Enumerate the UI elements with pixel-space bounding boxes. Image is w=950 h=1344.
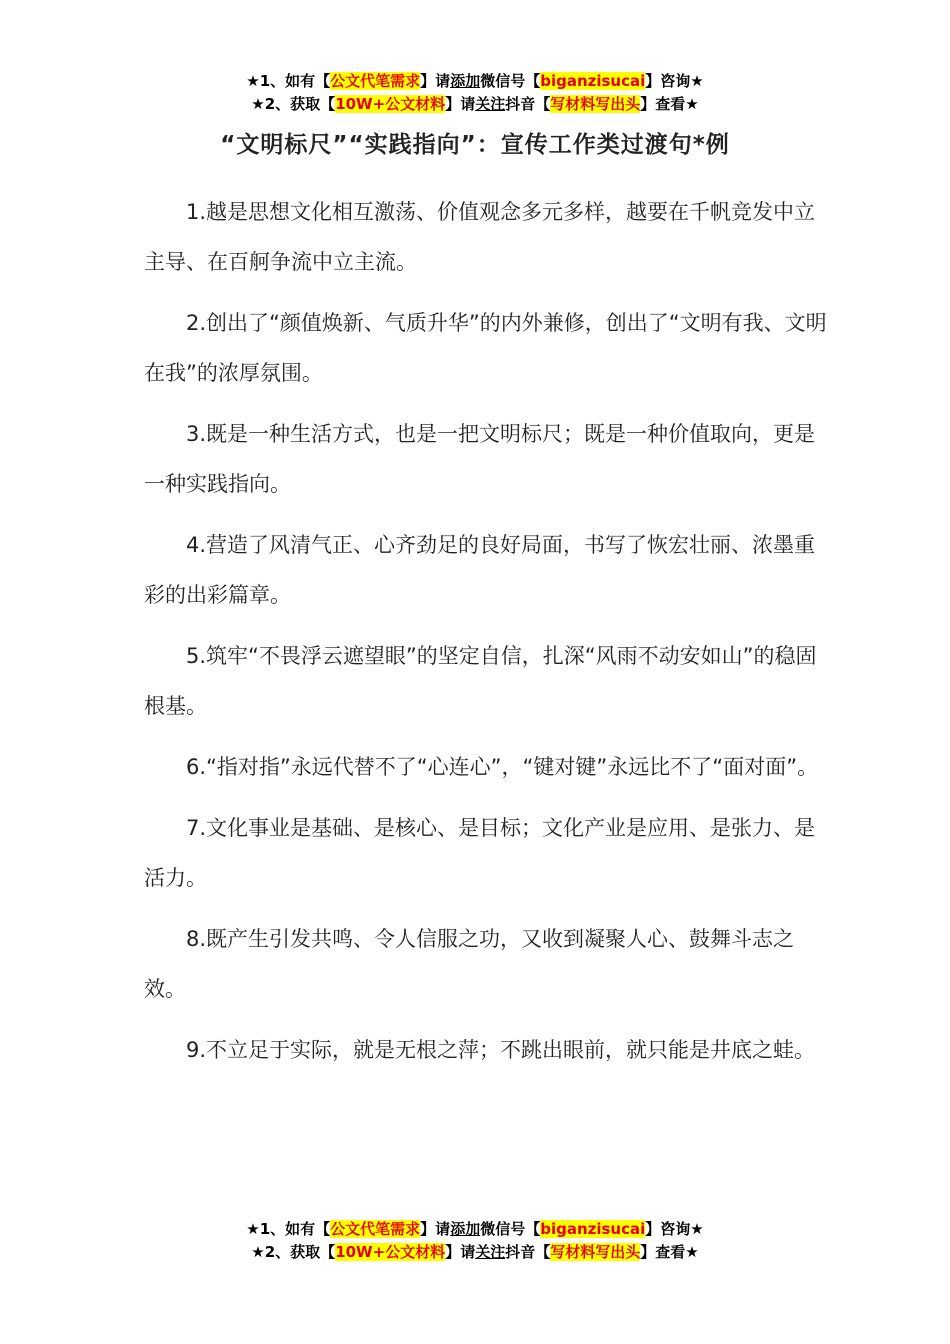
banner-text: 微信号【 xyxy=(480,1220,541,1238)
banner-text: 】咨询★ xyxy=(645,1220,704,1238)
banner-text: 】请 xyxy=(420,1220,451,1238)
banner-line-2 xyxy=(0,93,950,116)
paragraph: 1.越是思想文化相互激荡、价值观念多元多样，越要在千帆竞发中立主导、在百舸争流中立主流。 xyxy=(144,200,816,274)
banner-text: 】咨询★ xyxy=(645,72,704,90)
banner-line-1 xyxy=(0,70,950,93)
underlined-text: 添加 xyxy=(450,1220,481,1238)
paragraph: 5.筑牢“不畏浮云遮望眼”的坚定自信，扎深“风雨不动安如山”的稳固根基。 xyxy=(144,644,817,718)
banner-text: ★1、如有【 xyxy=(246,72,331,90)
banner-text: ★2、获取【 xyxy=(251,95,336,113)
banner-text: 抖音【 xyxy=(505,1243,551,1261)
banner-text: 抖音【 xyxy=(505,95,551,113)
paragraph: 6.“指对指”永远代替不了“心连心”，“键对键”永远比不了“面对面”。 xyxy=(186,755,819,779)
banner-text: 微信号【 xyxy=(480,72,541,90)
highlight-text: 公文代笔需求 xyxy=(330,72,421,90)
underlined-text: 关注 xyxy=(475,95,506,113)
banner-text: 】查看★ xyxy=(640,1243,699,1261)
document-title: “文明标尺”“实践指向”：宣传工作类过渡句*例 xyxy=(220,132,730,158)
paragraph: 2.创出了“颜值焕新、气质升华”的内外兼修，创出了“文明有我、文明在我”的浓厚氛围。 xyxy=(144,311,827,385)
highlight-text: 写材料写出头 xyxy=(550,1243,641,1261)
banner-text: ★2、获取【 xyxy=(251,1243,336,1261)
underlined-text: 添加 xyxy=(450,72,481,90)
banner-text: 】请 xyxy=(445,1243,476,1261)
banner-text: 】查看★ xyxy=(640,95,699,113)
banner-text: 】请 xyxy=(420,72,451,90)
banner-text: 】请 xyxy=(445,95,476,113)
banner-line-1 xyxy=(0,1218,950,1241)
underlined-text: 关注 xyxy=(475,1243,506,1261)
paragraph: 8.既产生引发共鸣、令人信服之功，又收到凝聚人心、鼓舞斗志之效。 xyxy=(144,927,795,1001)
banner-text: ★1、如有【 xyxy=(246,1220,331,1238)
highlight-text: 10W+公文材料 xyxy=(335,95,446,113)
paragraph: 4.营造了风清气正、心齐劲足的良好局面，书写了恢宏壮丽、浓墨重彩的出彩篇章。 xyxy=(144,533,816,607)
paragraph: 3.既是一种生活方式，也是一把文明标尺；既是一种价值取向，更是一种实践指向。 xyxy=(144,422,816,496)
banner-line-2 xyxy=(0,1241,950,1264)
paragraph: 7.文化事业是基础、是核心、是目标；文化产业是应用、是张力、是活力。 xyxy=(144,816,816,890)
highlight-text: biganzisucai xyxy=(540,1220,646,1238)
highlight-text: 10W+公文材料 xyxy=(335,1243,446,1261)
highlight-text: 公文代笔需求 xyxy=(330,1220,421,1238)
paragraph: 9.不立足于实际，就是无根之萍；不跳出眼前，就只能是井底之蛙。 xyxy=(186,1038,816,1062)
document-body xyxy=(144,187,834,1086)
footer-banner xyxy=(0,1218,950,1264)
highlight-text: biganzisucai xyxy=(540,72,646,90)
highlight-text: 写材料写出头 xyxy=(550,95,641,113)
header-banner xyxy=(0,70,950,116)
